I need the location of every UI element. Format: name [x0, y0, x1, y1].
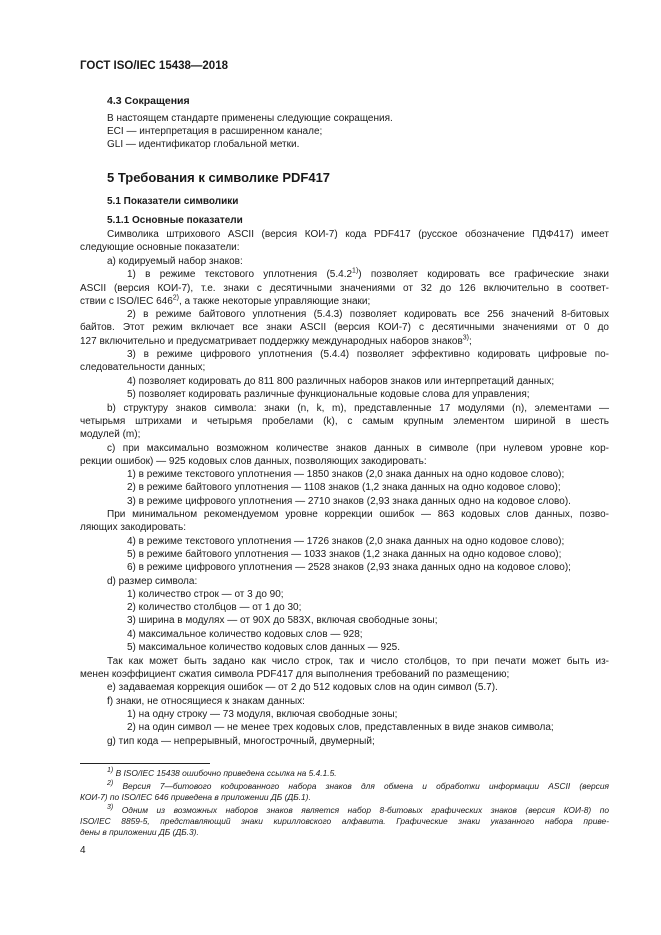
section-4-3-heading: 4.3 Сокращения [107, 95, 190, 107]
item-m6: 6) в режиме цифрового уплотнения — 2528 знаков (2,93 знака данных одно на кодовое слово); [127, 562, 571, 573]
item-d5: 5) максимальное количество кодовых слов данных — 925. [127, 642, 400, 653]
item-d2: 2) количество столбцов — от 1 до 30; [127, 602, 302, 613]
footnote-1: $^{1)}$ В ISO/IEC 15438 ошибочно приведена ссылка на 5.4.1.5. [107, 767, 337, 778]
item-g: g) тип кода — непрерывный, многострочный, двумерный; [107, 736, 375, 747]
item-a2-cont: байтов. Этот режим включает все знаки ASCII (версия КОИ-7) с десятичными значениями от 0 до [80, 322, 609, 333]
footnote-2-cont: КОИ-7) по ISO/IEC 646 приведена в приложении ДБ (ДБ.1). [80, 792, 311, 802]
item-d: d) размер символа: [107, 576, 198, 587]
para-line: Символика штрихового ASCII (версия КОИ-7) кода PDF417 (русское обозначение ПДФ417) имеет [107, 229, 609, 240]
item-a1: 1) в режиме текстового уплотнения (5.4.2$^{1)}$) позволяет кодировать все графические знаки [127, 267, 609, 280]
item-a5: 5) позволяет кодировать различные функциональные кодовые слова для управления; [127, 389, 530, 400]
item-a4: 4) позволяет кодировать до 811 800 различных наборов знаков или интерпретаций данных; [127, 376, 555, 387]
item-a: a) кодируемый набор знаков: [107, 256, 243, 267]
section-5-1-heading: 5.1 Показатели символики [107, 196, 239, 207]
item-b: b) структуру знаков символа: знаки (n, k, m), представленные 17 модулями (n), элементами — [107, 403, 609, 414]
item-b-cont: четырьмя штрихами и четырьмя пробелами (k), с самым крупным элементом шириной в шесть [80, 416, 609, 427]
footnote-3-cont: ISO/IEC 8859-5, представляющий знаки кирилловского алфавита. Графические знаки указанного набора приве- [80, 816, 609, 826]
abbrev-eci: ECI — интерпретация в расширенном канале; [107, 126, 323, 137]
footnote-divider [80, 763, 210, 764]
min-correction-cont: ляющих закодировать: [80, 522, 186, 533]
footnote-3: $^{3)}$ Одним из возможных наборов знаков является набор 8-битовых графических знаков (версия КОИ-8) по [107, 804, 609, 815]
item-a1-cont: ASCII (версия КОИ-7), т.е. знаки с десятичными значениями от 32 до 126 включительно в соответ- [80, 283, 609, 294]
item-f: f) знаки, не относящиеся к знакам данных: [107, 696, 305, 707]
item-a1-cont: ствии с ISO/IEC 646$^{2)}$, а также некоторые управляющие знаки; [80, 294, 371, 307]
item-c: c) при максимально возможном количестве знаков данных в символе (при нулевом уровне кор- [107, 443, 609, 454]
item-a3: 3) в режиме цифрового уплотнения (5.4.4) позволяет эффективно кодировать цифровые по- [127, 349, 609, 360]
item-f2: 2) на один символ — не менее трех кодовых слов, представленных в виде знаков символа; [127, 722, 554, 733]
document-header: ГОСТ ISO/IEC 15438—2018 [80, 60, 228, 72]
item-c2: 2) в режиме байтового уплотнения — 1108 знаков (1,2 знака данных на одно кодовое слово); [127, 482, 561, 493]
min-correction-para: При минимальном рекомендуемом уровне коррекции ошибок — 863 кодовых слов данных, позво- [107, 509, 609, 520]
item-a2: 2) в режиме байтового уплотнения (5.4.3) позволяет кодировать все 256 значений 8-битовых [127, 309, 609, 320]
item-c1: 1) в режиме текстового уплотнения — 1850 знаков (2,0 знака данных на одно кодовое слово); [127, 469, 565, 480]
abbrev-intro: В настоящем стандарте применены следующие сокращения. [107, 113, 393, 124]
item-d4: 4) максимальное количество кодовых слов — 928; [127, 629, 363, 640]
item-d3: 3) ширина в модулях — от 90X до 583X, включая свободные зоны; [127, 615, 438, 626]
item-a2-cont: 127 включительно и предусматривает поддержку международных наборов знаков$^{3)}$; [80, 334, 472, 347]
footnote-2: $^{2)}$ Версия 7—битового кодированного набора знаков для обмена и обработки информации ASCII (версия [107, 780, 609, 791]
item-e: e) задаваемая коррекция ошибок — от 2 до 512 кодовых слов на один символ (5.7). [107, 682, 498, 693]
item-b-cont: модулей (m); [80, 429, 141, 440]
item-f1: 1) на одну строку — 73 модуля, включая свободные зоны; [127, 709, 398, 720]
item-a3-cont: следовательности данных; [80, 362, 206, 373]
print-ratio-cont: менен коэффициент сжатия символа PDF417 для выполнения требований по размещению; [80, 669, 510, 680]
para-line: следующие основные показатели: [80, 242, 240, 253]
abbrev-gli: GLI — идентификатор глобальной метки. [107, 139, 300, 150]
item-m4: 4) в режиме текстового уплотнения — 1726 знаков (2,0 знака данных на одно кодовое слово); [127, 536, 565, 547]
item-c3: 3) в режиме цифрового уплотнения — 2710 знаков (2,93 знака данных одно на кодовое слово). [127, 496, 571, 507]
item-d1: 1) количество строк — от 3 до 90; [127, 589, 284, 600]
item-m5: 5) в режиме байтового уплотнения — 1033 знаков (1,2 знака данных на одно кодовое слово); [127, 549, 562, 560]
footnote-3-cont: дены в приложении ДБ (ДБ.3). [80, 827, 199, 837]
section-5-heading: 5 Требования к символике PDF417 [107, 170, 331, 185]
page-number: 4 [80, 845, 86, 856]
section-5-1-1-heading: 5.1.1 Основные показатели [107, 215, 243, 226]
print-ratio-para: Так как может быть задано как число строк, так и число столбцов, то при печати может быть из- [107, 656, 609, 667]
item-c-cont: рекции ошибок) — 925 кодовых слов данных, позволяющих закодировать: [80, 456, 427, 467]
